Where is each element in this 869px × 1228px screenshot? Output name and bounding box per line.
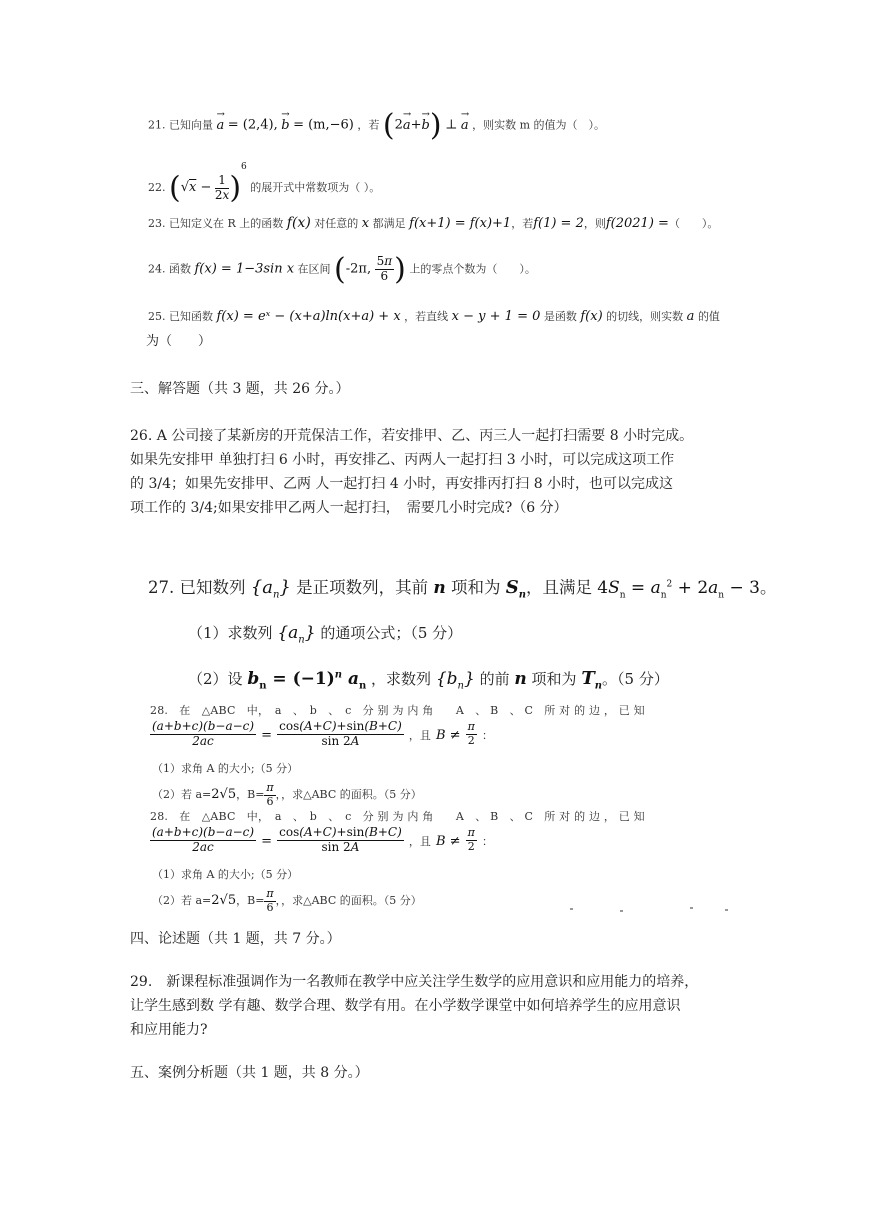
q23-text1: 已知定义在 R 上的函数 [169,217,284,230]
q27-line-1: 27. 已知数列 $\{a_n\}$ 是正项数列，其前 n 项和为 $S_n$，且满足 $4S_n = a_n^2 + 2a_n - 3$。 [148,577,777,601]
q23-number: 23. [148,217,166,230]
q29-line-2: 让学生感到数 学有趣、数学合理、数学有用。在小学数学课堂中如何培养学生的应用意识 [130,998,681,1014]
q27-sub2-text5: 。（5 分） [602,670,669,688]
q29-line-1: 29. 新课程标准强调作为一名教师在教学中应关注学生数学的应用意识和应用能力的培养， [130,974,699,990]
q26-line-1: 26. A 公司接了某新房的开荒保洁工作，若安排甲、乙、丙三人一起打扫需要 8 小时完成。 [130,428,694,444]
q24-text2: 在区间 [297,262,331,276]
q28-copy-cond-text: ，且 [408,834,431,848]
question-23 [148,215,718,231]
q23-text5: ，则 [583,217,606,230]
q21-text: 已知向量 [169,118,213,132]
q27-sub2-text2: ，求数列 [371,670,432,688]
q28-copy-sub2-text2: ，B= [236,894,265,908]
q27-n: n [433,578,446,598]
scan-speck [725,909,728,911]
q28-copy-sub-2: （2）若 a=2√5，B= $\frac{\pi}{6}$ ，，求△ABC 的面积。（5 分） [152,887,422,914]
q27-text1: 27. 已知数列 [148,578,246,597]
q24-equation: f(x) = 1−3sin x [194,261,295,277]
q21-vector-b: = (m,−6) [293,117,354,133]
q28-copy-sub2-text3: ，，求△ABC 的面积。（5 分） [275,894,422,908]
q27-sub2-text3: 的前 [479,670,510,688]
q23-condition: f(1) = 2 [533,216,584,231]
q23-text6: （ ）。 [668,217,719,230]
section-4-heading: 四、论述题（共 1 题，共 7 分。） [130,931,341,947]
q27-sub2-text4: 项和为 [531,670,577,688]
q21-paren-right: ) [429,108,442,143]
q21-if: ，若 [357,118,380,132]
q23-fx: f(x) [286,215,311,231]
q23-text3: 都满足 [372,217,406,230]
question-26 [130,424,745,520]
q23-equation: f(x+1) = f(x)+1 [409,216,512,231]
q26-line-2: 如果先安排甲 单独打扫 6 小时，再安排乙、丙两人一起打扫 3 小时，可以完成这项工作 [130,452,675,468]
q28-line-1: 28. 在 △ABC 中， a 、 b 、 c 分 别 为 内 角 A 、 B 、 C 所 对 的 边 ， 已 知 [150,704,645,717]
question-22: 22. (√x − $\frac{1}{2x}$ )$^6$ 的展开式中常数项为（ ）。 [148,162,381,206]
q26-line-3: 的 3/4；如果先安排甲、乙两 人一起打扫 4 小时，再安排丙打扫 8 小时，也可以完成这 [130,476,674,492]
q28-sub-2: （2）若 a=2√5，B= $\frac{\pi}{6}$ ，，求△ABC 的面积。（5 分） [152,781,422,808]
q25-number: 25. [148,310,166,323]
q25-equation: f(x) = eˣ − (x+a)ln(x+a) + x [216,309,401,324]
q28-copy-sub-1: （1）求角 A 的大小;（5 分） [152,868,299,881]
q25-line: x − y + 1 = 0 [451,309,541,324]
q29-line-3: 和应用能力? [130,1022,208,1038]
q25-text4: 的切线，则实数 [606,310,684,323]
q21-vector-a: = (2,4), [227,117,278,133]
q27-sub-2: （2）设 $b_n = (-1)^n$ $a_n$ ，求数列 $\{b_n\}$ 的前 n 项和为 $T_n$。（5 分） [188,668,669,692]
q24-text1: 函数 [169,262,191,276]
q25-continuation: 为（ ） [146,334,212,349]
q28-sub2-text1: （2）若 a= [152,788,212,802]
q21-paren-left: ( [382,108,395,143]
q27-text3: 项和为 [450,578,501,597]
q28-sub2-text3: ，，求△ABC 的面积。（5 分） [275,788,422,802]
q23-x: x [361,216,370,231]
q23-text2: 对任意的 [314,217,359,230]
scan-speck [570,908,573,910]
q28-formula: $\frac{(a+b+c)(b-a-c)}{2ac}$ = $\frac{\cos(A+C)+\sin(B+C)}{\sin 2A}$ ，且 B ≠ $\frac{\pi}{2}$ ： [152,719,493,748]
q22-number: 22. [148,181,166,194]
q27-sub1-text1: （1）求数列 [188,624,273,642]
q28-copy-formula: $\frac{(a+b+c)(b-a-c)}{2ac}$ = $\frac{\cos(A+C)+\sin(B+C)}{\sin 2A}$ ，且 B ≠ $\frac{\pi}{2}$ ： [152,825,493,854]
q28-copy-line-1: 28. 在 △ABC 中， a 、 b 、 c 分 别 为 内 角 A 、 B 、 C 所 对 的 边 ， 已 知 [150,810,645,823]
q28-copy-sub2-text1: （2）若 a= [152,894,212,908]
q25-text5: 的值 [697,310,720,323]
question-24: 24. 函数 f(x) = 1−3sin x 在区间 (-2π, $\frac{5\pi}{6}$ ) 上的零点个数为（ ）。 [148,252,536,287]
q27-text2: 是正项数列，其前 [296,578,429,597]
question-25 [148,308,720,324]
q25-a: a [686,309,695,324]
q23-ask: f(2021) = [605,216,669,231]
q27-sub2-n: n [514,669,527,689]
q24-number: 24. [148,262,166,276]
q27-sub2-text1: （2）设 [188,670,243,688]
q24-text3: 上的零点个数为（ ）。 [409,262,536,276]
q26-line-4: 项工作的 3/4;如果安排甲乙两人一起打扫， 需要几小时完成?（6 分） [130,500,568,516]
q25-fx: f(x) [580,309,603,324]
q21-number: 21. [148,118,166,132]
question-27 [140,556,777,706]
q27-sub1-text2: 的通项公式；（5 分） [320,624,463,642]
section-3-heading: 三、解答题（共 3 题，共 26 分。） [130,381,350,397]
scan-speck [690,907,693,909]
question-21: 21. 已知向量 → a = (2,4), → b = (m,−6) ，若 (2→ a+→ b) ⊥ → a ，则实数 m 的值为（ ）。 [148,108,605,143]
q27-text4: ，且满足 [526,578,592,597]
q28-cond-text: ，且 [408,728,431,742]
q28-sub2-text2: ，B= [236,788,265,802]
q27-sub-1: （1）求数列 $\{a_n\}$ 的通项公式；（5 分） [188,623,463,646]
q25-text1: 已知函数 [169,310,213,323]
q21-ask: ，则实数 m 的值为（ ）。 [472,118,606,132]
q28-sub-1: （1）求角 A 的大小;（5 分） [152,762,299,775]
q22-text: 的展开式中常数项为（ ）。 [250,181,381,194]
scan-speck [620,910,623,912]
q23-text4: ，若 [511,217,534,230]
question-29 [130,970,745,1042]
q25-text3: 是函数 [543,310,577,323]
section-5-heading: 五、案例分析题（共 1 题，共 8 分。） [130,1065,369,1081]
q25-text2: ，若直线 [404,310,449,323]
